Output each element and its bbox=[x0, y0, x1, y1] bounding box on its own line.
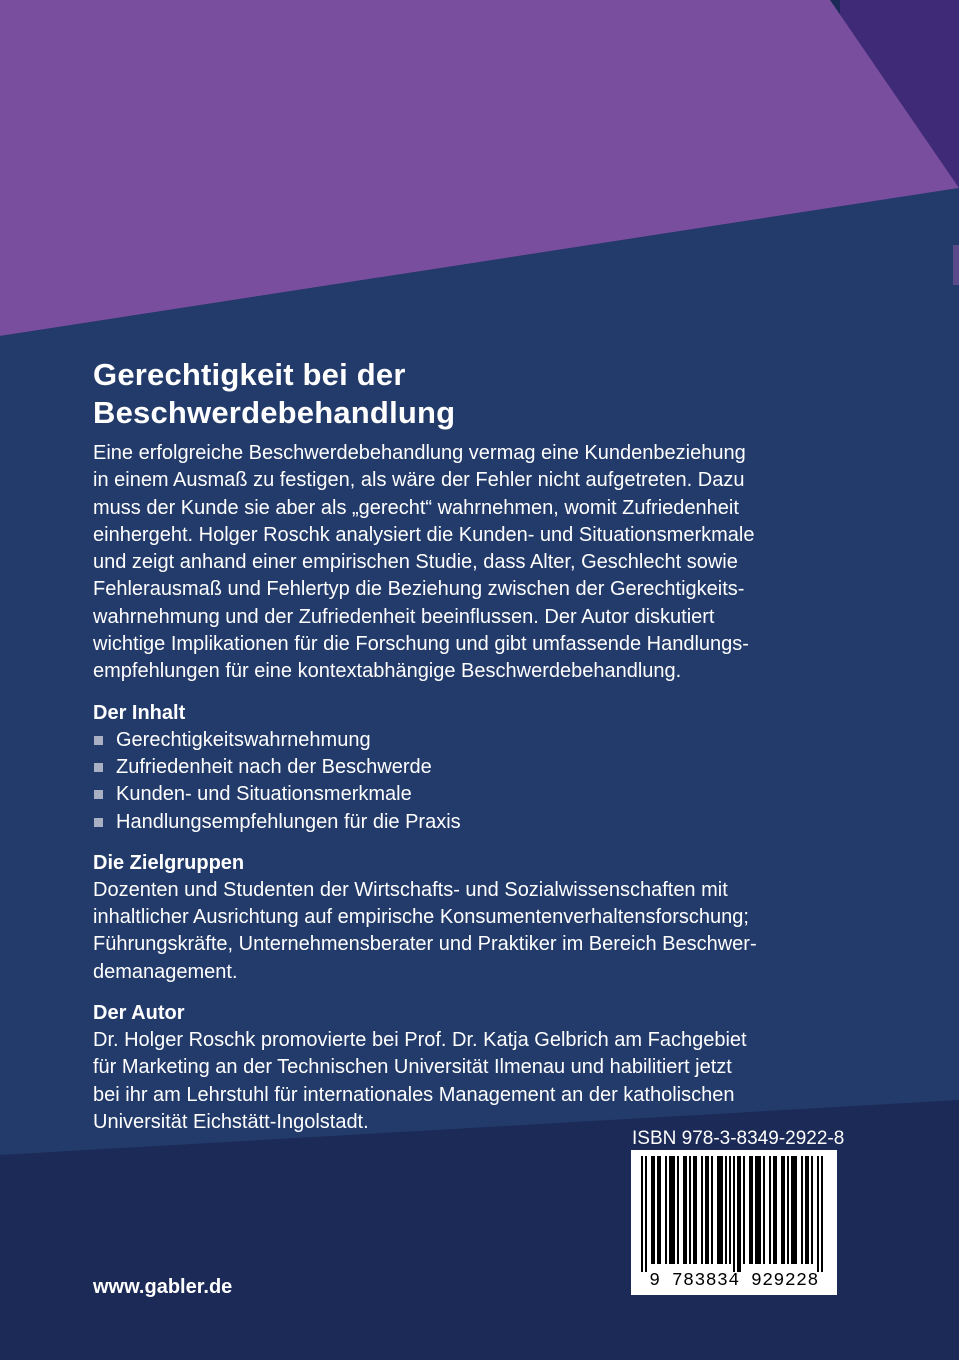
barcode-bar bbox=[673, 1156, 675, 1264]
bullet-square-icon bbox=[94, 790, 103, 799]
intro-line: Eine erfolgreiche Beschwerdebehandlung vermag eine Kundenbeziehung bbox=[93, 442, 746, 464]
barcode-bar bbox=[811, 1156, 813, 1264]
barcode-bar bbox=[689, 1156, 691, 1264]
autor-heading: Der Autor bbox=[93, 1002, 185, 1025]
zielgruppen-line: demanagement. bbox=[93, 960, 238, 983]
isbn-label: ISBN 978-3-8349-2922-8 bbox=[632, 1128, 845, 1149]
intro-line: einhergeht. Holger Roschk analysiert die Kunden- und Situationsmerkmale bbox=[93, 523, 755, 546]
zielgruppen-heading: Die Zielgruppen bbox=[93, 851, 245, 874]
barcode-bar bbox=[671, 1156, 673, 1264]
autor-line: bei ihr am Lehrstuhl für internationales Management an der katholischen bbox=[93, 1083, 735, 1106]
bullet-square-icon bbox=[94, 736, 103, 745]
barcode-bar bbox=[641, 1156, 643, 1272]
barcode-bar bbox=[657, 1156, 659, 1264]
barcode-bar bbox=[749, 1156, 751, 1264]
intro-paragraph bbox=[93, 440, 833, 686]
barcode-bar bbox=[737, 1156, 739, 1272]
list-item bbox=[93, 727, 833, 754]
barcode-bar bbox=[705, 1156, 707, 1264]
barcode-bar bbox=[781, 1156, 783, 1264]
list-item-label: Kunden- und Situationsmerkmale bbox=[116, 783, 412, 806]
barcode-bar bbox=[693, 1156, 695, 1264]
barcode-bar bbox=[665, 1156, 667, 1264]
barcode-bar bbox=[651, 1156, 653, 1264]
intro-line: Fehlerausmaß und Fehlertyp die Beziehung zwischen der Gerechtigkeits- bbox=[93, 578, 745, 601]
list-item bbox=[93, 809, 833, 836]
barcode-bar bbox=[711, 1156, 713, 1264]
barcode-bar bbox=[805, 1156, 807, 1264]
barcode-bar bbox=[755, 1156, 757, 1264]
barcode-bar bbox=[795, 1156, 797, 1264]
intro-line: empfehlungen für eine kontextabhängige Beschwerdebehandlung. bbox=[93, 660, 682, 683]
autor-paragraph bbox=[93, 1027, 833, 1136]
zielgruppen-paragraph bbox=[93, 877, 833, 986]
back-cover-text bbox=[93, 356, 833, 1136]
barcode-bar bbox=[733, 1156, 735, 1272]
barcode-bar bbox=[775, 1156, 777, 1264]
list-item bbox=[93, 781, 833, 808]
zielgruppen-line: inhaltlicher Ausrichtung auf empirische Konsumentenverhaltensforschung; bbox=[93, 906, 749, 929]
barcode-bar bbox=[769, 1156, 771, 1264]
barcode-bar bbox=[757, 1156, 759, 1264]
barcode-bar bbox=[707, 1156, 709, 1264]
publisher-website: www.gabler.de bbox=[93, 1276, 233, 1298]
list-item-label: Handlungsempfehlungen für die Praxis bbox=[116, 810, 461, 833]
barcode-bar bbox=[725, 1156, 727, 1264]
title-line: Gerechtigkeit bei der bbox=[93, 357, 406, 392]
list-item-label: Zufriedenheit nach der Beschwerde bbox=[116, 755, 432, 778]
autor-line: Universität Eichstätt-Ingolstadt. bbox=[93, 1110, 369, 1133]
book-title bbox=[93, 356, 833, 432]
zielgruppen-line: Dozenten und Studenten der Wirtschafts- und Sozialwissenschaften mit bbox=[93, 878, 728, 901]
barcode-bar bbox=[683, 1156, 685, 1264]
barcode-bar bbox=[721, 1156, 723, 1264]
intro-line: wahrnehmung und der Zufriedenheit beeinflussen. Der Autor diskutiert bbox=[93, 605, 715, 628]
barcode-bar bbox=[677, 1156, 679, 1264]
barcode-bar bbox=[729, 1156, 731, 1264]
intro-line: muss der Kunde sie aber als „gerecht“ wahrnehmen, womit Zufriedenheit bbox=[93, 496, 739, 519]
barcode-bar bbox=[821, 1156, 823, 1272]
list-item bbox=[93, 754, 833, 781]
barcode-bar bbox=[751, 1156, 753, 1264]
inhalt-heading: Der Inhalt bbox=[93, 701, 186, 724]
inhalt-list bbox=[93, 727, 833, 836]
bullet-square-icon bbox=[94, 763, 103, 772]
intro-line: in einem Ausmaß zu festigen, als wäre der Fehler nicht aufgetreten. Dazu bbox=[93, 469, 745, 492]
autor-line: für Marketing an der Technischen Universität Ilmenau und habilitiert jetzt bbox=[93, 1056, 732, 1079]
barcode-bar bbox=[817, 1156, 819, 1272]
barcode-bar bbox=[791, 1156, 793, 1264]
autor-line: Dr. Holger Roschk promovierte bei Prof. Dr. Katja Gelbrich am Fachgebiet bbox=[93, 1029, 747, 1052]
barcode-bar bbox=[793, 1156, 795, 1264]
barcode-bar bbox=[759, 1156, 761, 1264]
barcode-bar bbox=[669, 1156, 671, 1264]
barcode-bar bbox=[659, 1156, 661, 1264]
barcode-bar bbox=[763, 1156, 765, 1264]
title-line: Beschwerdebehandlung bbox=[93, 395, 456, 430]
barcode-bar bbox=[801, 1156, 803, 1264]
barcode-bar bbox=[645, 1156, 647, 1272]
barcode-bar bbox=[773, 1156, 775, 1264]
barcode-bar bbox=[787, 1156, 789, 1264]
barcode-bar bbox=[783, 1156, 785, 1264]
barcode-bar bbox=[695, 1156, 697, 1264]
intro-line: und zeigt anhand einer empirischen Studie, dass Alter, Geschlecht sowie bbox=[93, 551, 738, 574]
barcode-bar bbox=[743, 1156, 745, 1264]
list-item-label: Gerechtigkeitswahrnehmung bbox=[116, 728, 371, 751]
barcode-bar bbox=[717, 1156, 719, 1264]
barcode-digits: 9 783834 929228 bbox=[649, 1271, 819, 1291]
barcode-bar bbox=[701, 1156, 703, 1264]
intro-line: wichtige Implikationen für die Forschung und gibt umfassende Handlungs- bbox=[93, 633, 749, 656]
barcode-bar bbox=[719, 1156, 721, 1264]
barcode-bar bbox=[653, 1156, 655, 1264]
barcode-bar bbox=[739, 1156, 741, 1272]
barcode bbox=[631, 1150, 837, 1295]
zielgruppen-line: Führungskräfte, Unternehmensberater und Praktiker im Bereich Beschwer- bbox=[93, 933, 757, 956]
barcode-bar bbox=[685, 1156, 687, 1264]
bullet-square-icon bbox=[94, 818, 103, 827]
barcode-bar bbox=[807, 1156, 809, 1264]
